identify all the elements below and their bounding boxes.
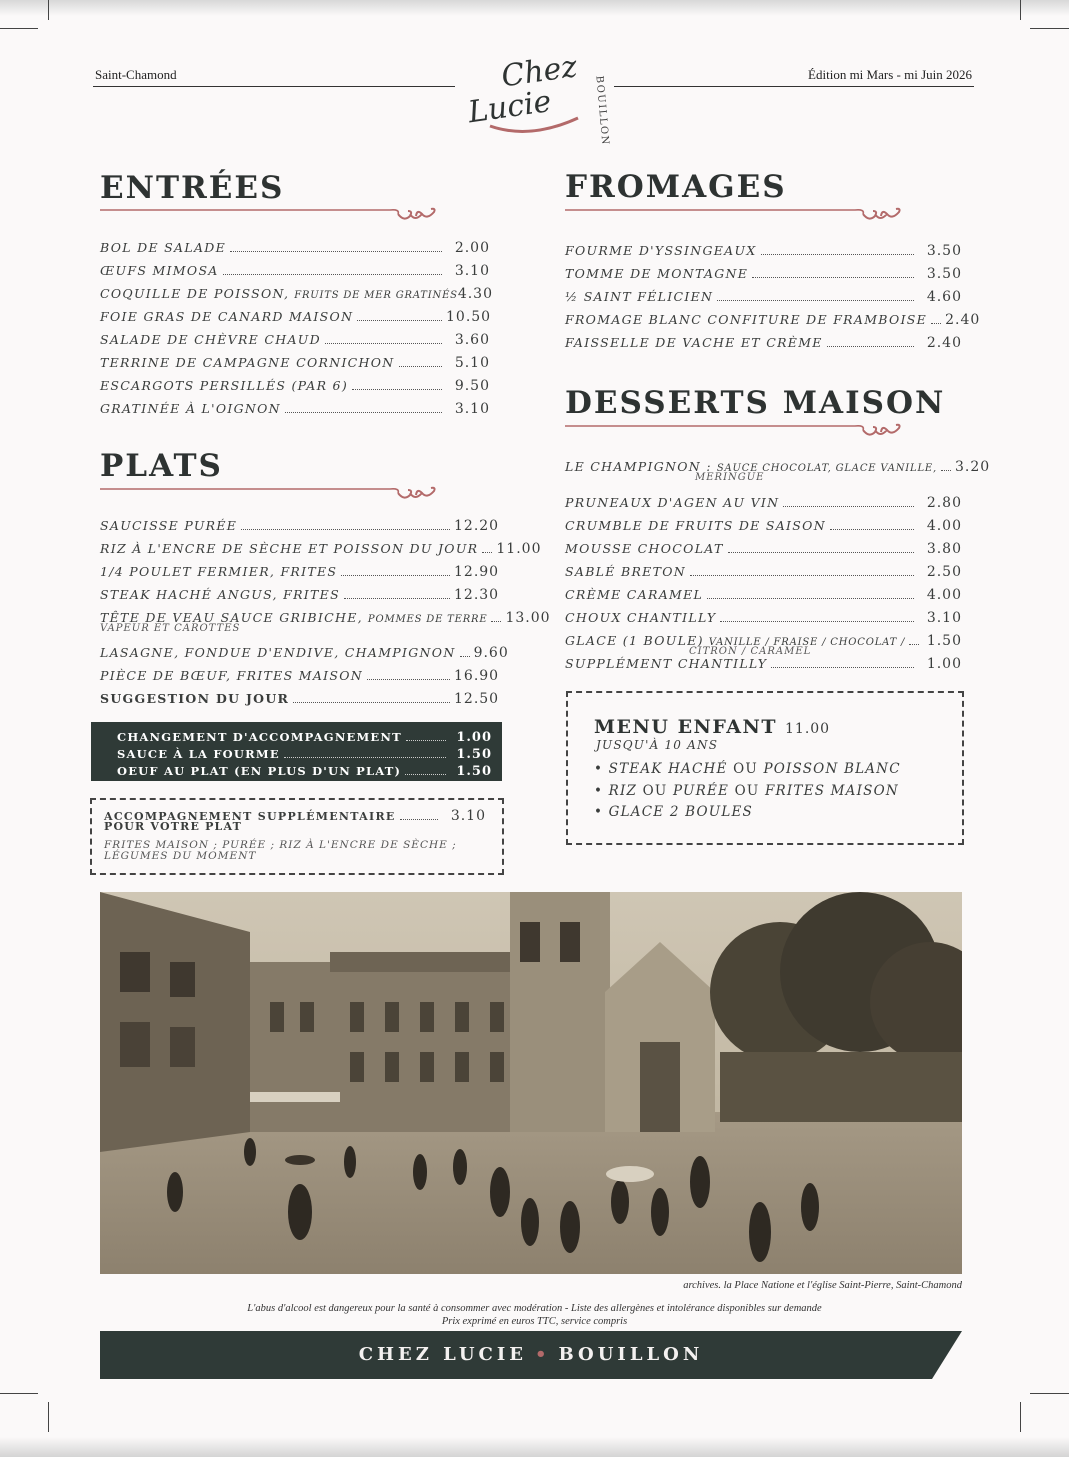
- fromage-item-price: 4.60: [926, 289, 962, 305]
- header-rule-right: [614, 86, 974, 87]
- plat-item: [100, 691, 498, 707]
- extra-item: [117, 764, 492, 779]
- leader-dots: [761, 254, 914, 255]
- leader-dots: [230, 251, 442, 252]
- entree-item: [100, 355, 490, 371]
- logo-line2: Lucie: [465, 84, 554, 131]
- dessert-item-price: 3.20: [954, 459, 991, 475]
- fromage-item-name: FOURME D'YSSINGEAUX: [565, 243, 757, 258]
- entree-item-price: 4.30: [457, 286, 493, 302]
- entree-item-name: FOIE GRAS DE CANARD MAISON: [100, 309, 354, 324]
- dessert-item-price: 3.80: [926, 541, 962, 557]
- leader-dots: [399, 366, 442, 367]
- plat-item-price: 12.90: [454, 564, 500, 580]
- extra-item-name: CHANGEMENT D'ACCOMPAGNEMENT: [117, 730, 402, 744]
- desserts-title: DESSERTS MAISON: [565, 385, 946, 421]
- dessert-item-price: 4.00: [926, 518, 962, 534]
- dessert-item: [565, 518, 962, 534]
- entree-item: [100, 286, 493, 302]
- leader-dots: [720, 621, 914, 622]
- crop-mark: [1030, 28, 1069, 29]
- dessert-item: [565, 541, 962, 557]
- entree-item: [100, 309, 490, 325]
- kids-choice: • RIZ: [594, 783, 638, 799]
- entrees-title: ENTRÉES: [100, 170, 285, 206]
- edition-label: Édition mi Mars - mi Juin 2026: [808, 67, 972, 82]
- entree-item-name: ŒUFS MIMOSA: [100, 263, 219, 278]
- legal-notice: L'abus d'alcool est dangereux pour la santé à consommer avec modération - Liste des allergènes et intolérance disponibles sur demande: [247, 1303, 822, 1314]
- fromage-item: [565, 312, 981, 328]
- logo-bouillon: BOUILLON: [593, 75, 610, 147]
- accompagnement-price: 3.10: [450, 808, 486, 824]
- header-rule-left: [93, 86, 455, 87]
- accompagnement-name: ACCOMPAGNEMENT SUPPLÉMENTAIRE: [104, 810, 396, 823]
- dessert-item-name: CHOUX CHANTILLY: [565, 610, 717, 625]
- extra-item: [117, 730, 492, 745]
- dessert-item-price: 1.50: [926, 633, 962, 649]
- extra-item-name: SAUCE À LA FOURME: [117, 747, 280, 761]
- leader-dots: [830, 529, 914, 530]
- leader-dots: [406, 740, 446, 741]
- kids-choice: • STEAK HACHÉ: [594, 761, 728, 777]
- dessert-item: [565, 610, 962, 626]
- dessert-item-price: 2.80: [926, 495, 962, 511]
- entree-item-price: 10.50: [446, 309, 492, 325]
- dessert-item-name: MOUSSE CHOCOLAT: [565, 541, 724, 556]
- location-label: Saint-Chamond: [95, 67, 177, 82]
- leader-dots: [460, 656, 470, 657]
- dessert-item-price: 3.10: [926, 610, 962, 626]
- dessert-item-detail2: MERINGUE: [695, 472, 765, 483]
- plat-item-name: STEAK HACHÉ ANGUS, FRITES: [100, 587, 340, 602]
- kids-choice: PURÉE: [673, 783, 730, 799]
- kids-or: OU: [734, 783, 760, 799]
- dessert-item-name: CRÈME CARAMEL: [565, 587, 704, 602]
- plat-item: [100, 668, 498, 684]
- dessert-item-detail: SAUCE CHOCOLAT, GLACE VANILLE,: [716, 463, 937, 474]
- crop-mark: [1020, 1402, 1021, 1432]
- menu-enfant-line: [594, 804, 753, 820]
- plat-item-name: PIÈCE DE BŒUF, FRITES MAISON: [100, 668, 364, 683]
- price-notice: Prix exprimé en euros TTC, service compris: [441, 1316, 628, 1327]
- dessert-item-price: 1.00: [926, 656, 962, 672]
- crop-mark: [1020, 0, 1021, 20]
- extra-item-name: OEUF AU PLAT (EN PLUS D'UN PLAT): [117, 764, 402, 778]
- crop-mark: [48, 0, 49, 20]
- plat-item: [100, 587, 498, 603]
- leader-dots: [223, 274, 442, 275]
- leader-dots: [707, 598, 914, 599]
- kids-or: OU: [642, 783, 668, 799]
- plat-item-price: 12.30: [454, 587, 500, 603]
- leader-dots: [325, 343, 442, 344]
- kids-choice: FRITES MAISON: [764, 783, 899, 799]
- menu-enfant-subtitle: JUSQU'À 10 ANS: [596, 738, 719, 752]
- logo-line1: Chez: [499, 49, 580, 95]
- plat-item-price: 9.60: [473, 645, 509, 661]
- entree-item-detail: FRUITS DE MER GRATINÉS: [294, 290, 458, 301]
- fromage-item-price: 2.40: [926, 335, 962, 351]
- plats-ornament-rule: [100, 484, 445, 506]
- leader-dots: [344, 598, 450, 599]
- plats-title: PLATS: [100, 448, 223, 484]
- desserts-ornament-rule: [565, 421, 910, 443]
- plat-item-name: SUGGESTION DU JOUR: [100, 691, 290, 706]
- leader-dots: [293, 702, 450, 703]
- entree-item-name: SALADE DE CHÈVRE CHAUD: [100, 332, 321, 347]
- dessert-item: [565, 656, 962, 672]
- leader-dots: [285, 412, 442, 413]
- plat-item-price: 13.00: [505, 610, 551, 626]
- leader-dots: [284, 757, 446, 758]
- dessert-item-name: PRUNEAUX D'AGEN AU VIN: [565, 495, 780, 510]
- dessert-item-price: 2.50: [926, 564, 962, 580]
- plat-item-price: 11.00: [496, 541, 542, 557]
- dessert-item-name: GLACE (1 BOULE): [565, 633, 704, 648]
- menu-enfant-line: [594, 783, 899, 799]
- leader-dots: [241, 529, 450, 530]
- leader-dots: [341, 575, 450, 576]
- plat-item-name: LASAGNE, FONDUE D'ENDIVE, CHAMPIGNON: [100, 645, 456, 660]
- fromage-item-price: 3.50: [926, 266, 962, 282]
- plat-item-name: RIZ À L'ENCRE DE SÈCHE ET POISSON DU JOUR: [100, 541, 479, 556]
- entree-item-price: 3.60: [454, 332, 490, 348]
- plat-item-name: 1/4 POULET FERMIER, FRITES: [100, 564, 338, 579]
- entree-item-price: 5.10: [454, 355, 490, 371]
- dessert-item-detail2: CITRON / CARAMEL: [689, 646, 812, 657]
- dessert-item: [565, 564, 962, 580]
- plat-item-detail: POMMES DE TERRE: [367, 614, 488, 625]
- entree-item: [100, 240, 490, 256]
- leader-dots: [482, 552, 492, 553]
- archival-photo: [100, 892, 962, 1274]
- leader-dots: [400, 819, 438, 820]
- plat-item: [100, 518, 498, 534]
- plat-item-price: 12.50: [454, 691, 500, 707]
- dessert-item-detail: VANILLE / FRAISE / CHOCOLAT /: [708, 637, 906, 648]
- dessert-item: [565, 495, 962, 511]
- entree-item-name: ESCARGOTS PERSILLÉS (PAR 6): [100, 378, 348, 393]
- leader-dots: [717, 300, 914, 301]
- fromages-ornament-rule: [565, 205, 910, 227]
- entree-item-price: 2.00: [454, 240, 490, 256]
- entree-item: [100, 332, 490, 348]
- photo-caption: archives. la Place Natione et l'église Saint-Pierre, Saint-Chamond: [683, 1280, 962, 1291]
- dessert-item-name: SUPPLÉMENT CHANTILLY: [565, 656, 768, 671]
- entree-item-name: TERRINE DE CAMPAGNE CORNICHON: [100, 355, 395, 370]
- dessert-item-price: 4.00: [926, 587, 962, 603]
- footer-type: BOUILLON: [558, 1344, 704, 1365]
- fromage-item-name: TOMME DE MONTAGNE: [565, 266, 749, 281]
- fromages-title: FROMAGES: [565, 169, 787, 205]
- leader-dots: [367, 679, 450, 680]
- dessert-item-name: LE CHAMPIGNON :: [565, 459, 712, 474]
- fromage-item: [565, 289, 962, 305]
- top-shadow: [0, 0, 1069, 16]
- crop-mark: [0, 1393, 38, 1394]
- crop-mark: [1030, 1393, 1069, 1394]
- menu-enfant-line: [594, 761, 901, 777]
- kids-choice: • GLACE 2 BOULES: [594, 804, 753, 820]
- extra-item: [117, 747, 492, 762]
- crop-mark: [48, 1402, 49, 1432]
- leader-dots: [690, 575, 914, 576]
- dessert-item-name: CRUMBLE DE FRUITS DE SAISON: [565, 518, 826, 533]
- menu-enfant-title: MENU ENFANT: [594, 716, 778, 738]
- leader-dots: [941, 470, 951, 471]
- plat-item-price: 16.90: [454, 668, 500, 684]
- fromage-item-price: 3.50: [926, 243, 962, 259]
- accompagnement-note2: LÉGUMES DU MOMENT: [104, 850, 257, 862]
- dessert-item-name: SABLÉ BRETON: [565, 564, 687, 579]
- accompagnement-name2: POUR VOTRE PLAT: [104, 820, 243, 833]
- dessert-item: [565, 587, 962, 603]
- accompagnement-note1: FRITES MAISON ; PURÉE ; RIZ À L'ENCRE DE SÈCHE ;: [104, 839, 457, 851]
- leader-dots: [352, 389, 442, 390]
- fromage-item: [565, 266, 962, 282]
- entree-item-name: BOL DE SALADE: [100, 240, 227, 255]
- leader-dots: [771, 667, 914, 668]
- leader-dots: [827, 346, 914, 347]
- leader-dots: [783, 506, 914, 507]
- entree-item-price: 9.50: [454, 378, 490, 394]
- extra-item-price: 1.50: [456, 747, 492, 762]
- extra-item-price: 1.50: [456, 764, 492, 779]
- plat-item-detail2: VAPEUR ET CAROTTES: [100, 623, 241, 634]
- entree-item: [100, 401, 490, 417]
- entree-item-price: 3.10: [454, 401, 490, 417]
- menu-enfant-price: 11.00: [785, 721, 831, 737]
- plat-item-name: TÊTE DE VEAU SAUCE GRIBICHE,: [100, 610, 363, 625]
- leader-dots: [491, 621, 501, 622]
- fromage-item-name: ½ SAINT FÉLICIEN: [565, 289, 714, 304]
- plat-item-name: SAUCISSE PURÉE: [100, 518, 238, 533]
- extra-item-price: 1.00: [456, 730, 492, 745]
- leader-dots: [752, 277, 914, 278]
- fromage-item: [565, 243, 962, 259]
- fromage-item-name: FROMAGE BLANC CONFITURE DE FRAMBOISE: [565, 312, 928, 327]
- entree-item-name: COQUILLE DE POISSON,: [100, 286, 290, 301]
- footer-name: CHEZ LUCIE: [358, 1344, 527, 1365]
- fromage-item-name: FAISSELLE DE VACHE ET CRÈME: [565, 335, 823, 350]
- plat-item-price: 12.20: [454, 518, 500, 534]
- footer-brand: [100, 1331, 962, 1379]
- fromage-item: [565, 335, 962, 351]
- leader-dots: [357, 320, 442, 321]
- entree-item: [100, 263, 490, 279]
- chez-lucie-logo: [460, 48, 610, 148]
- plat-item: [100, 645, 509, 661]
- leader-dots: [728, 552, 914, 553]
- entree-item: [100, 378, 490, 394]
- entree-item-price: 3.10: [454, 263, 490, 279]
- bottom-shadow: [0, 1437, 1069, 1457]
- footer-separator: •: [534, 1344, 551, 1365]
- plat-item: [100, 541, 542, 557]
- plat-item: [100, 564, 498, 580]
- leader-dots: [909, 644, 919, 645]
- fromage-item-price: 2.40: [945, 312, 981, 328]
- crop-mark: [0, 28, 38, 29]
- leader-dots: [931, 323, 941, 324]
- entrees-ornament-rule: [100, 205, 445, 227]
- entree-item-name: GRATINÉE À L'OIGNON: [100, 401, 281, 416]
- kids-choice: POISSON BLANC: [763, 761, 901, 777]
- leader-dots: [405, 774, 446, 775]
- kids-or: OU: [733, 761, 758, 777]
